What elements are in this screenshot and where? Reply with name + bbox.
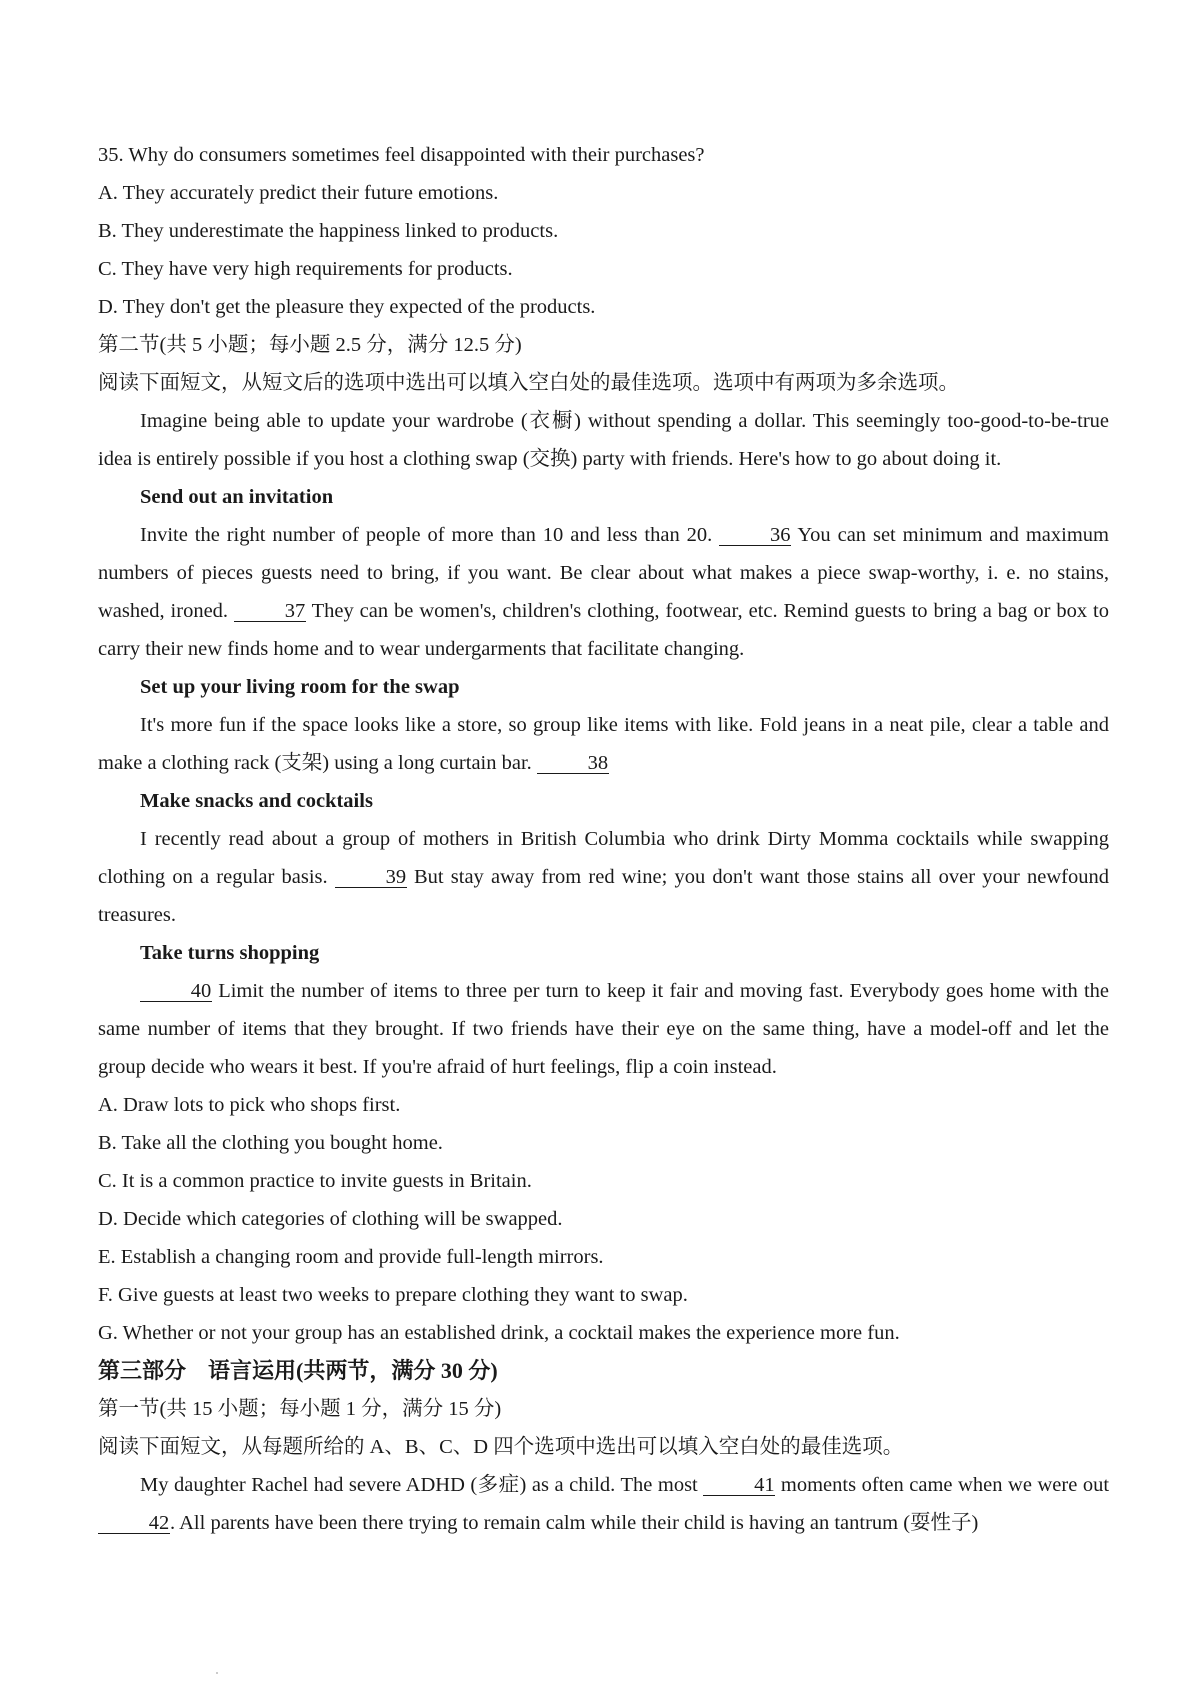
blank-39 [335,867,407,888]
paragraph-text: Invite the right number of people of more than 10 and less than 20. [140,524,713,546]
blank-number: 37 [284,600,306,622]
choice-e: E. Establish a changing room and provide full-length mirrors. [98,1246,604,1268]
section-2-title: 第二节(共 5 小题；每小题 2.5 分，满分 12.5 分) [98,334,522,356]
question-35-option-c: C. They have very high requirements for products. [98,258,513,280]
passage-intro: Imagine being able to update your wardrobe (衣橱) without spending a dollar. This seemingly too-good-to-be-true idea is entirely possible if you host a clothing swap (交换) party with friends. Here's how to go about doing it. [98,410,1109,470]
blank-number: 41 [754,1474,775,1496]
blank-number: 38 [587,752,609,774]
paragraph-text: You can set minimum and maximum numbers of pieces guests need to bring, if you want. Be clear about what makes a piece swap-worthy, i. e. no stains, washed, ironed. [98,524,1109,622]
blank-40 [140,981,212,1002]
blank-37 [234,601,306,622]
paragraph-invitation [98,516,1109,668]
exam-page [98,136,1109,1542]
blank-42 [98,1513,170,1534]
paragraph-text: But stay away from red wine; you don't want those stains all over your newfound treasures. [98,866,1109,926]
part-3-section-1-title: 第一节(共 15 小题；每小题 1 分，满分 15 分) [98,1398,502,1420]
part-3-title: 第三部分 语言运用(共两节，满分 30 分) [98,1358,498,1383]
blank-38 [537,753,609,774]
question-35-option-d: D. They don't get the pleasure they expected of the products. [98,296,596,318]
scan-dot [216,1672,218,1674]
paragraph-text: They can be women's, children's clothing, footwear, etc. Remind guests to bring a bag or box to carry their new finds home and to wear undergarments that facilitate changing. [98,600,1109,660]
blank-number: 42 [148,1512,170,1534]
paragraph-text: I recently read about a group of mothers in British Columbia who drink Dirty Momma cocktails while swapping clothing on a regular basis. [98,828,1109,888]
heading-invitation: Send out an invitation [140,486,334,508]
choice-b: B. Take all the clothing you bought home. [98,1132,443,1154]
heading-living-room: Set up your living room for the swap [140,676,460,698]
question-35-option-b: B. They underestimate the happiness linked to products. [98,220,559,242]
heading-snacks: Make snacks and cocktails [140,790,373,812]
blank-number: 36 [769,524,791,546]
paragraph-text: moments often came when we were out [780,1474,1110,1496]
blank-36 [719,525,791,546]
paragraph-cloze [98,1466,1109,1542]
paragraph-text: It's more fun if the space looks like a store, so group like items with like. Fold jeans in a neat pile, clear a table and make a clothing rack (支架) using a long curtain bar. [98,714,1109,774]
question-35-stem: 35. Why do consumers sometimes feel disappointed with their purchases? [98,144,705,166]
choice-g: G. Whether or not your group has an established drink, a cocktail makes the experience more fun. [98,1322,900,1344]
paragraph-living-room [98,706,1109,782]
choice-f: F. Give guests at least two weeks to prepare clothing they want to swap. [98,1284,688,1306]
choice-d: D. Decide which categories of clothing will be swapped. [98,1208,563,1230]
choice-a: A. Draw lots to pick who shops first. [98,1094,401,1116]
paragraph-snacks [98,820,1109,934]
blank-41 [703,1475,775,1496]
paragraph-text: My daughter Rachel had severe ADHD (多症) as a child. The most [140,1474,698,1496]
section-2-instruction: 阅读下面短文，从短文后的选项中选出可以填入空白处的最佳选项。选项中有两项为多余选项。 [98,372,959,394]
paragraph-shopping [98,972,1109,1086]
blank-number: 39 [385,866,407,888]
part-3-instruction: 阅读下面短文，从每题所给的 A、B、C、D 四个选项中选出可以填入空白处的最佳选项。 [98,1436,904,1458]
paragraph-text: Limit the number of items to three per turn to keep it fair and moving fast. Everybody goes home with the same number of items that they brought. If two friends have their eye on the same thing, have a model-off and let the group decide who wears it best. If you're afraid of hurt feelings, flip a coin instead. [98,980,1110,1078]
heading-shopping: Take turns shopping [140,942,320,964]
blank-number: 40 [190,980,212,1002]
question-35-option-a: A. They accurately predict their future emotions. [98,182,499,204]
choice-c: C. It is a common practice to invite guests in Britain. [98,1170,532,1192]
paragraph-text: . All parents have been there trying to remain calm while their child is having an tantrum (耍性子) [170,1512,979,1534]
